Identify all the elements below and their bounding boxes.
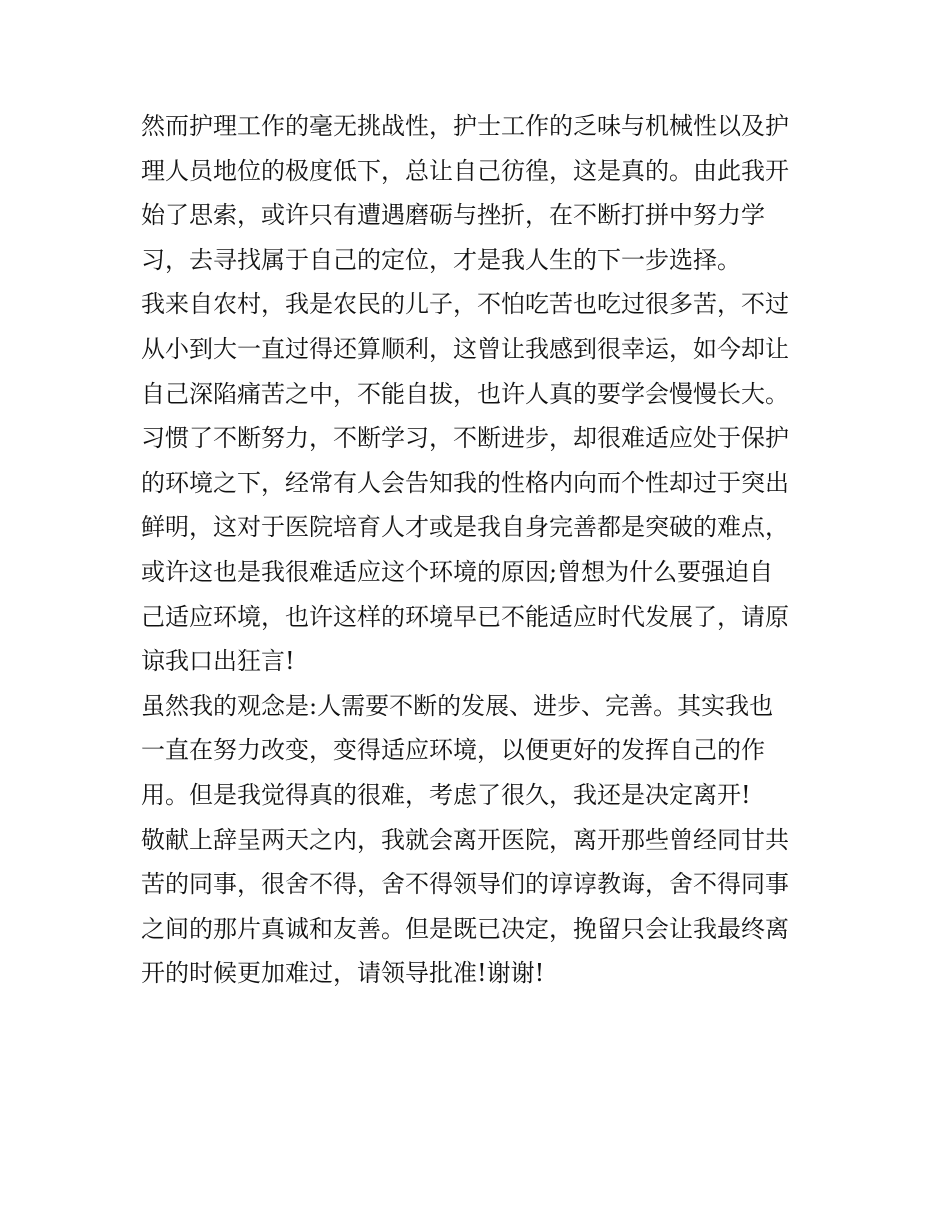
text-line: 自己深陷痛苦之中，不能自拔，也许人真的要学会慢慢长大。 [141, 379, 789, 408]
text-line: 之间的那片真诚和友善。但是既已决定，挽留只会让我最终离 [141, 914, 789, 943]
text-line: 我来自农村，我是农民的儿子，不怕吃苦也吃过很多苦，不过 [141, 290, 789, 319]
text-line: 的环境之下，经常有人会告知我的性格内向而个性却过于突出 [141, 468, 789, 497]
text-line: 用。但是我觉得真的很难，考虑了很久，我还是决定离开! [141, 780, 751, 809]
text-line: 然而护理工作的毫无挑战性，护士工作的乏味与机械性以及护 [141, 112, 789, 140]
text-line: 己适应环境，也许这样的环境早已不能适应时代发展了，请原 [141, 602, 789, 631]
text-line: 始了思索，或许只有遭遇磨砺与挫折，在不断打拼中努力学 [141, 201, 765, 230]
text-line: 习惯了不断努力，不断学习，不断进步，却很难适应处于保护 [141, 424, 789, 453]
text-line: 敬献上辞呈两天之内，我就会离开医院，离开那些曾经同甘共 [141, 825, 789, 854]
text-line: 或许这也是我很难适应这个环境的原因;曾想为什么要强迫自 [141, 557, 774, 586]
text-line: 习，去寻找属于自己的定位，才是我人生的下一步选择。 [141, 245, 741, 274]
body-text [141, 104, 813, 996]
text-line: 鲜明，这对于医院培育人才或是我自身完善都是突破的难点， [141, 513, 789, 542]
text-line: 从小到大一直过得还算顺利，这曾让我感到很幸运，如今却让 [141, 334, 789, 363]
text-line: 一直在努力改变，变得适应环境，以便更好的发挥自己的作 [141, 736, 765, 765]
text-line: 虽然我的观念是:人需要不断的发展、进步、完善。其实我也 [141, 691, 774, 720]
text-line: 苦的同事，很舍不得，舍不得领导们的谆谆教诲，舍不得同事 [141, 870, 789, 899]
text-line: 开的时候更加难过，请领导批准!谢谢! [141, 959, 545, 988]
text-line: 理人员地位的极度低下，总让自己彷徨，这是真的。由此我开 [141, 156, 789, 185]
text-line: 谅我口出狂言! [141, 647, 295, 676]
